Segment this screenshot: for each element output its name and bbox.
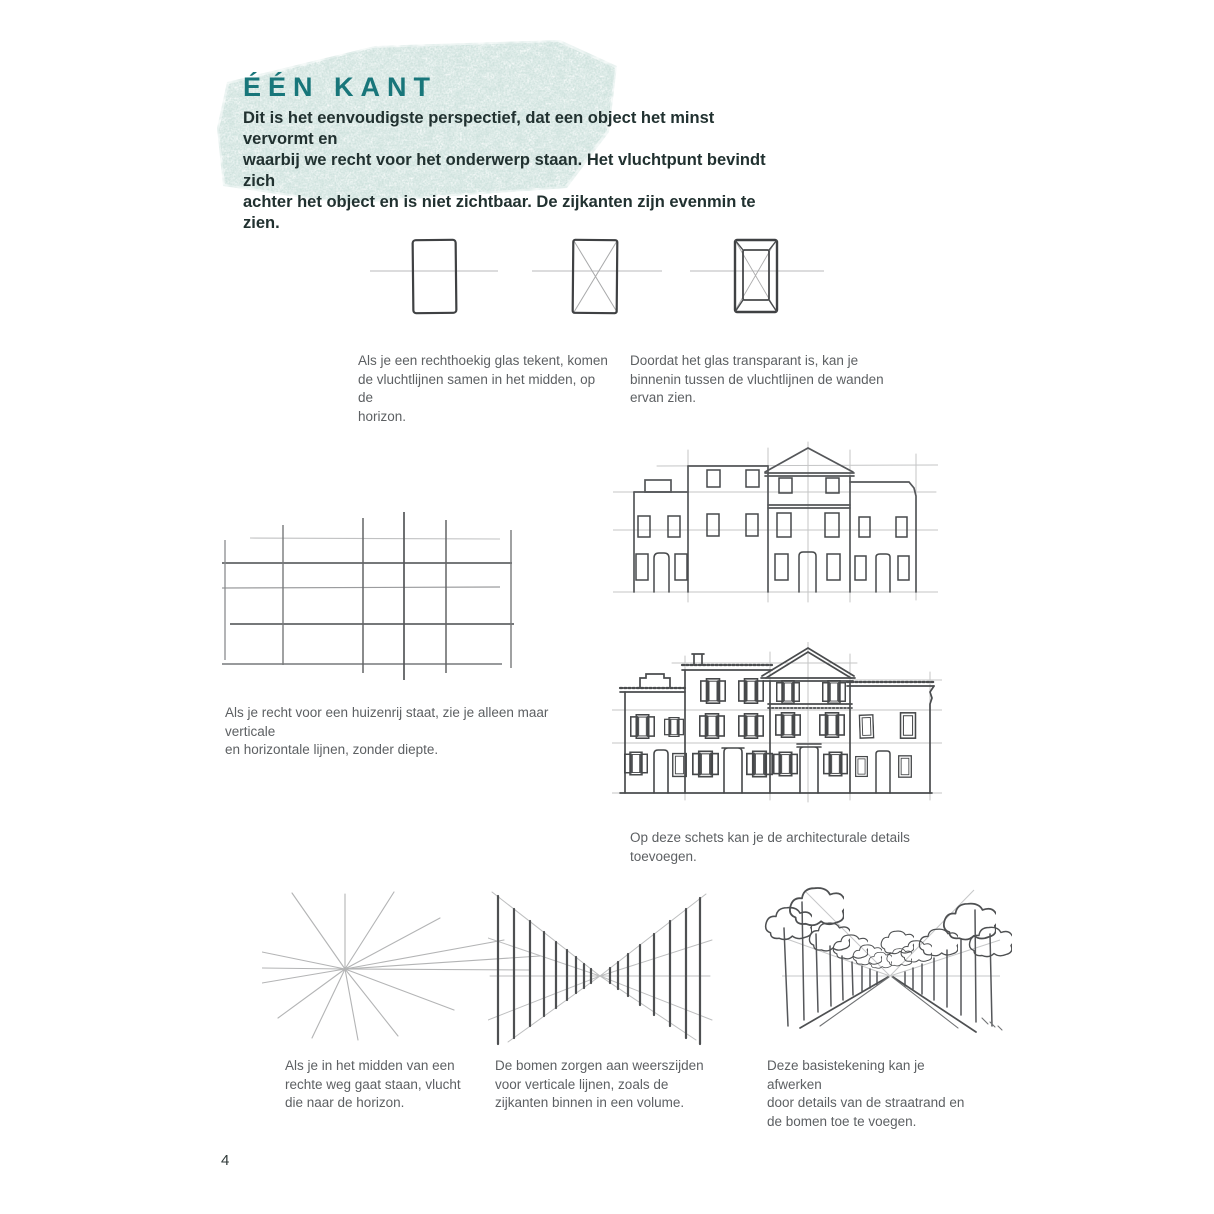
caption-final: Deze basistekening kan je afwerken door details van de straatrand en de bomen toe te voegen.	[767, 1058, 965, 1129]
caption-glass-right: Doordat het glas transparant is, kan je binnenin tussen de vluchtlijnen de wanden ervan zien.	[630, 353, 884, 405]
transparent-glass-walls-sketch-icon	[682, 230, 832, 322]
house-row-detailed-sketch-icon	[612, 642, 942, 842]
caption-facade: Op deze schets kan je de architecturale details toevoegen.	[630, 830, 910, 864]
glass-with-vanishing-lines-sketch-icon	[520, 230, 670, 322]
house-row-outline-sketch-icon	[613, 440, 938, 608]
caption-trees: De bomen zorgen aan weerszijden voor verticale lijnen, zoals de zijkanten binnen in een volume.	[495, 1058, 704, 1110]
road-vertical-lines-sketch-icon	[488, 880, 713, 1050]
intro-paragraph: Dit is het eenvoudigste perspectief, dat een object het minst vervormt en waarbij we recht voor het onderwerp staan. Het vluchtpunt bevindt zich achter het object en is niet zichtbaar. De zijkanten zijn evenmin te zien.	[243, 109, 766, 232]
tree-lined-road-sketch-icon	[762, 876, 1017, 1038]
page-number: 4	[221, 1152, 230, 1169]
rectangular-glass-outline-sketch-icon	[358, 230, 508, 322]
caption-road: Als je in het midden van een rechte weg gaat staan, vlucht die naar de horizon.	[285, 1058, 461, 1110]
page-title: ÉÉN KANT	[243, 72, 438, 102]
caption-glass-left: Als je een rechthoekig glas tekent, komen de vluchtlijnen samen in het midden, op de horizon.	[358, 353, 608, 424]
horizontal-vertical-grid-sketch-icon	[218, 508, 528, 686]
caption-grid: Als je recht voor een huizenrij staat, zie je alleen maar verticale en horizontale lijnen, zonder diepte.	[225, 705, 549, 757]
